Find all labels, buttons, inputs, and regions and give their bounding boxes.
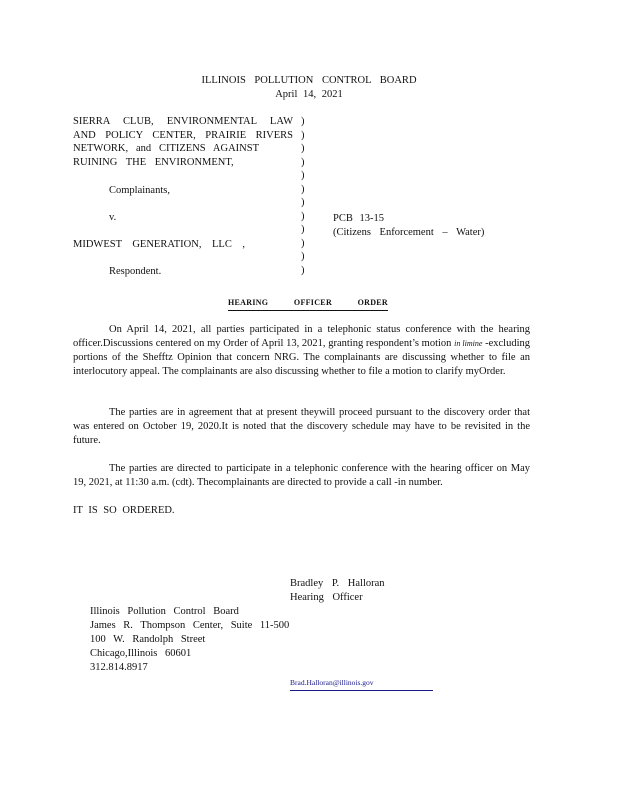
caption-brace: ): [301, 170, 305, 181]
order-title-text: HEARING OFFICER ORDER: [228, 296, 388, 311]
caption-brace: ): [301, 251, 305, 262]
complainant-line-4: RUINING THE ENVIRONMENT,: [73, 156, 234, 168]
address-line-1: Illinois Pollution Control Board: [90, 606, 239, 617]
paragraph-discovery: The parties are in agreement that at present theywill proceed pursuant to the discovery order that was entered on October 19, 2020.It is noted that the discovery schedule may have to be revisited in the future.: [73, 407, 530, 446]
versus-label: v.: [109, 212, 117, 223]
order-date: April 14, 2021: [275, 89, 343, 100]
order-title: [228, 296, 388, 311]
caption-brace: ): [301, 224, 305, 235]
case-number: PCB 13-15: [333, 213, 384, 224]
complainant-line-2: AND POLICY CENTER, PRAIRIE RIVERS: [73, 129, 293, 141]
caption-brace: ): [301, 210, 305, 222]
respondent-label: Respondent.: [109, 266, 162, 277]
so-ordered: IT IS SO ORDERED.: [73, 505, 175, 516]
address-line-4: Chicago,Illinois 60601: [90, 648, 192, 659]
email-container: [290, 676, 433, 691]
email-link[interactable]: Brad.Halloran@illinois.gov: [290, 676, 433, 691]
caption-brace: ): [301, 129, 305, 141]
caption-brace: ): [301, 116, 305, 127]
paragraph-1-italic: in limine: [454, 339, 483, 348]
caption-brace: ): [301, 143, 305, 154]
caption-brace: ): [301, 183, 305, 195]
agency-title: ILLINOIS POLLUTION CONTROL BOARD: [201, 75, 417, 86]
paragraph-1-text-b: -excluding portions of the Shefftz Opinion that concern NRG. The complainants are discussing whether to file an interlocutory appeal. The complainants are also discussing whether to file a motion to clarify myOrder.: [73, 338, 530, 377]
paragraph-1-text-a: On April 14, 2021, all parties participated in a telephonic status conference with the hearing officer.Discussions centered on my Order of April 13, 2021, granting respondent’s motion: [73, 324, 530, 349]
caption-brace: ): [301, 237, 305, 249]
caption-brace: ): [301, 156, 305, 168]
caption-brace: ): [301, 197, 305, 208]
address-phone: 312.814.8917: [90, 662, 148, 673]
address-line-3: 100 W. Randolph Street: [90, 634, 206, 645]
complainant-line-3: NETWORK, and CITIZENS AGAINST: [73, 143, 259, 154]
complainant-line-1: SIERRA CLUB, ENVIRONMENTAL LAW: [73, 116, 293, 127]
signature-name: Bradley P. Halloran: [290, 578, 385, 589]
complainants-label: Complainants,: [109, 185, 170, 196]
case-type: (Citizens Enforcement – Water): [333, 227, 485, 238]
signature-title: Hearing Officer: [290, 592, 363, 603]
respondent-name: MIDWEST GENERATION, LLC ,: [73, 239, 245, 250]
paragraph-status-conference: [73, 323, 530, 379]
caption-brace: ): [301, 264, 305, 276]
address-line-2: James R. Thompson Center, Suite 11-500: [90, 620, 290, 631]
paragraph-telephonic-conference: The parties are directed to participate in a telephonic conference with the hearing officer on May 19, 2021, at 11:30 a.m. (cdt). Thecomplainants are directed to provide a call -in number.: [73, 463, 530, 488]
